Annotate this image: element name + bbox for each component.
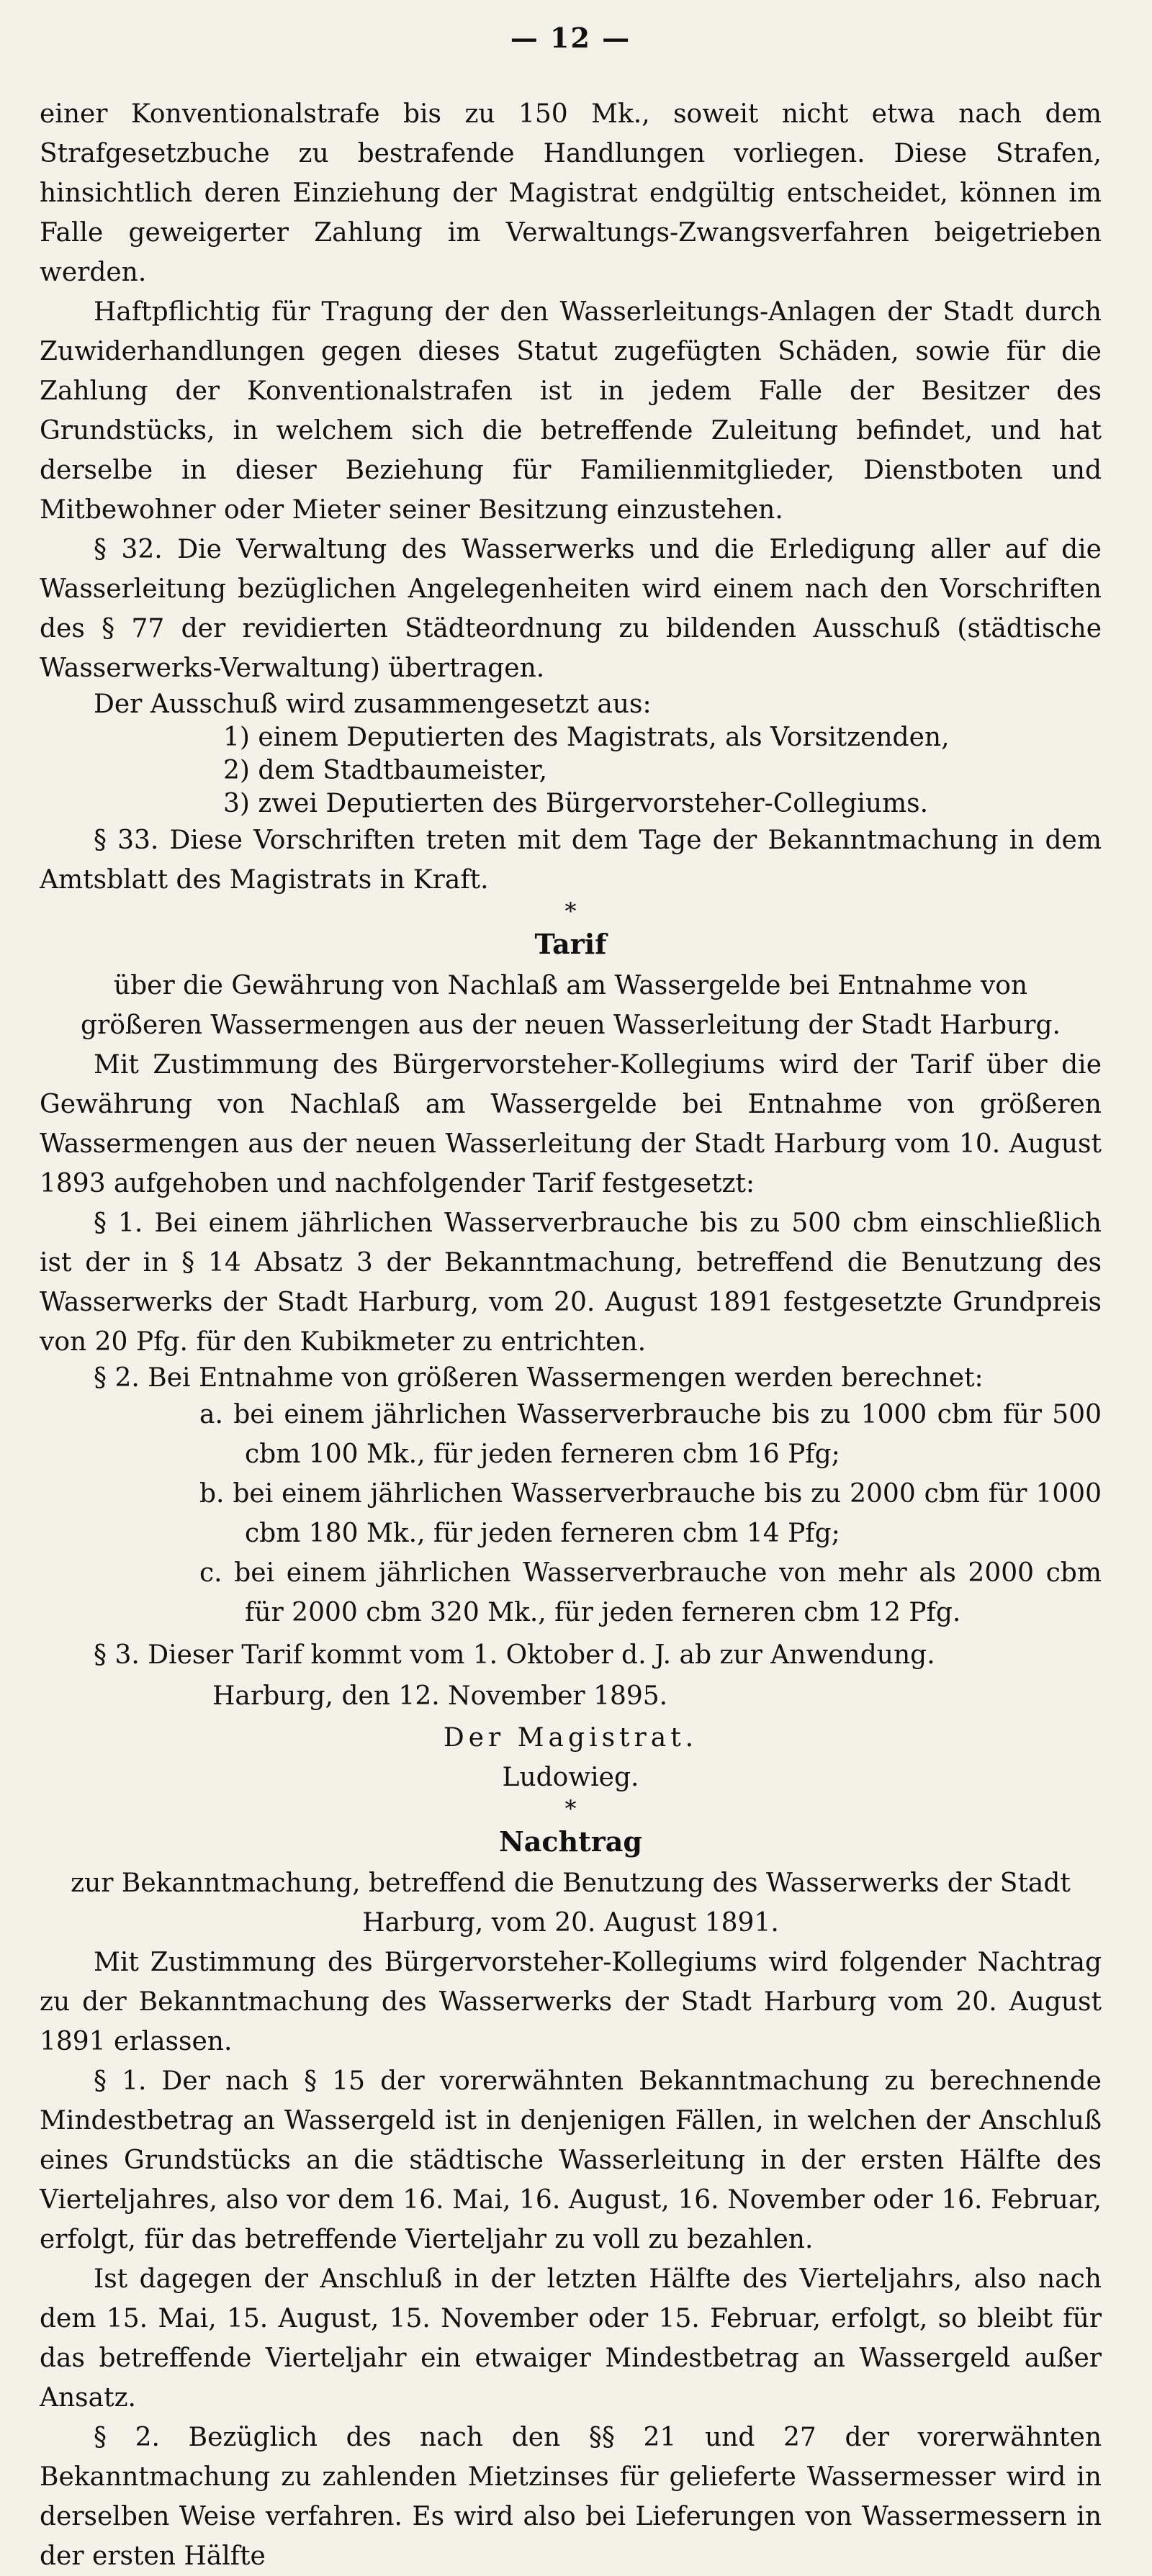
nachtrag-heading: Nachtrag [499,1825,642,1858]
committee-item: 1) einem Deputierten des Magistrats, als Vorsitzenden, [223,723,950,752]
separator-star: * [564,898,577,925]
nachtrag-intro: Mit Zustimmung des Bürgervorsteher-Kollegiums wird folgender Nachtrag zu der Bekanntmachung des Wasserwerks der Stadt Harburg vom 20. August 1891 erlassen. [40,1948,1102,2056]
tarif-section-3: § 3. Dieser Tarif kommt vom 1. Oktober d. J. ab zur Anwendung. [94,1640,935,1670]
tarif-item: a. bei einem jährlichen Wasserverbrauche bis zu 1000 cbm für 500 cbm 100 Mk., für jeden ferneren cbm 16 Pfg; [199,1400,1102,1469]
tarif-item: b. bei einem jährlichen Wasserverbrauche bis zu 2000 cbm für 1000 cbm 180 Mk., für jeden ferneren cbm 14 Pfg; [199,1479,1102,1548]
signature-authority: Der Magistrat. [443,1723,698,1753]
committee-item: 3) zwei Deputierten des Bürgervorsteher-Collegiums. [223,789,929,818]
nachtrag-section-1: § 1. Der nach § 15 der vorerwähnten Bekanntmachung zu berechnende Mindestbetrag an Wassergeld ist in denjenigen Fällen, in welchen der Anschluß eines Grundstücks an die städtische Wasserleitung in der ersten Hälfte des Vierteljahres, also vor dem 16. Mai, 16. August, 16. November oder 16. Februar, erfolgt, für das betreffende Vierteljahr zu voll zu bezahlen. [40,2066,1102,2254]
paragraph-penalty: einer Konventionalstrafe bis zu 150 Mk., soweit nicht etwa nach dem Strafgesetzbuche zu bestrafende Handlungen vorliegen. Diese Strafen, hinsichtlich deren Einziehung der Magistrat endgültig entscheidet, können im Falle geweigerter Zahlung im Verwaltungs-Zwangsverfahren beigetrieben werden. [40,99,1102,287]
signature-name: Ludowieg. [502,1763,639,1792]
tarif-section-1: § 1. Bei einem jährlichen Wasserverbrauche bis zu 500 cbm einschließlich ist der in § 14 Absatz 3 der Bekanntmachung, betreffend die Benutzung des Wasserwerks der Stadt Harburg, vom 20. August 1891 festgesetzte Grundpreis von 20 Pfg. für den Kubikmeter zu entrichten. [40,1208,1102,1357]
committee-item: 2) dem Stadtbaumeister, [223,756,548,785]
paragraph-committee-intro: Der Ausschuß wird zusammengesetzt aus: [94,690,652,719]
nachtrag-section-1-cont: Ist dagegen der Anschluß in der letzten Hälfte des Vierteljahrs, also nach dem 15. Mai, 15. August, 15. November oder 15. Februar, erfolgt, so bleibt für das betreffende Vierteljahr ein etwaiger Mindestbetrag an Wassergeld außer Ansatz. [40,2264,1102,2413]
tarif-subtitle: über die Gewährung von Nachlaß am Wassergelde bei Entnahme von größeren Wassermengen aus der neuen Wasserleitung der Stadt Harburg. [80,971,1061,1040]
nachtrag-subtitle: zur Bekanntmachung, betreffend die Benutzung des Wasserwerks der Stadt Harburg, vom 20. August 1891. [71,1868,1071,1938]
paragraph-liability: Haftpflichtig für Tragung der den Wasserleitungs-Anlagen der Stadt durch Zuwiderhandlungen gegen dieses Statut zugefügten Schäden, sowie für die Zahlung der Konventionalstrafen ist in jedem Falle der Besitzer des Grundstücks, in welchem sich die betreffende Zuleitung befindet, und hat derselbe in dieser Beziehung für Familienmitglieder, Dienstboten und Mitbewohner oder Mieter seiner Besitzung einzustehen. [40,297,1102,525]
nachtrag-section-2: § 2. Bezüglich des nach den §§ 21 und 27 der vorerwähnten Bekanntmachung zu zahlenden Mietzinses für gelieferte Wassermesser wird in derselben Weise verfahren. Es wird also bei Lieferungen von Wassermessern in der ersten Hälfte [40,2423,1102,2571]
tarif-intro: Mit Zustimmung des Bürgervorsteher-Kollegiums wird der Tarif über die Gewährung von Nachlaß am Wassergelde bei Entnahme von größeren Wassermengen aus der neuen Wasserleitung der Stadt Harburg vom 10. August 1893 aufgehoben und nachfolgender Tarif festgesetzt: [40,1050,1102,1198]
page-number: — 12 — [510,22,631,54]
tarif-item: c. bei einem jährlichen Wasserverbrauche von mehr als 2000 cbm für 2000 cbm 320 Mk., für jeden ferneren cbm 12 Pfg. [199,1558,1102,1627]
place-date: Harburg, den 12. November 1895. [212,1681,668,1711]
separator-star: * [564,1795,577,1822]
tarif-heading: Tarif [534,928,607,960]
paragraph-section-32: § 32. Die Verwaltung des Wasserwerks und die Erledigung aller auf die Wasserleitung bezüglichen Angelegenheiten wird einem nach den Vorschriften des § 77 der revidierten Städteordnung zu bildenden Ausschuß (städtische Wasserwerks-Verwaltung) übertragen. [40,535,1102,683]
paragraph-section-33: § 33. Diese Vorschriften treten mit dem Tage der Bekanntmachung in dem Amtsblatt des Magistrats in Kraft. [40,826,1102,895]
tarif-section-2: § 2. Bei Entnahme von größeren Wassermengen werden berechnet: [94,1363,984,1393]
